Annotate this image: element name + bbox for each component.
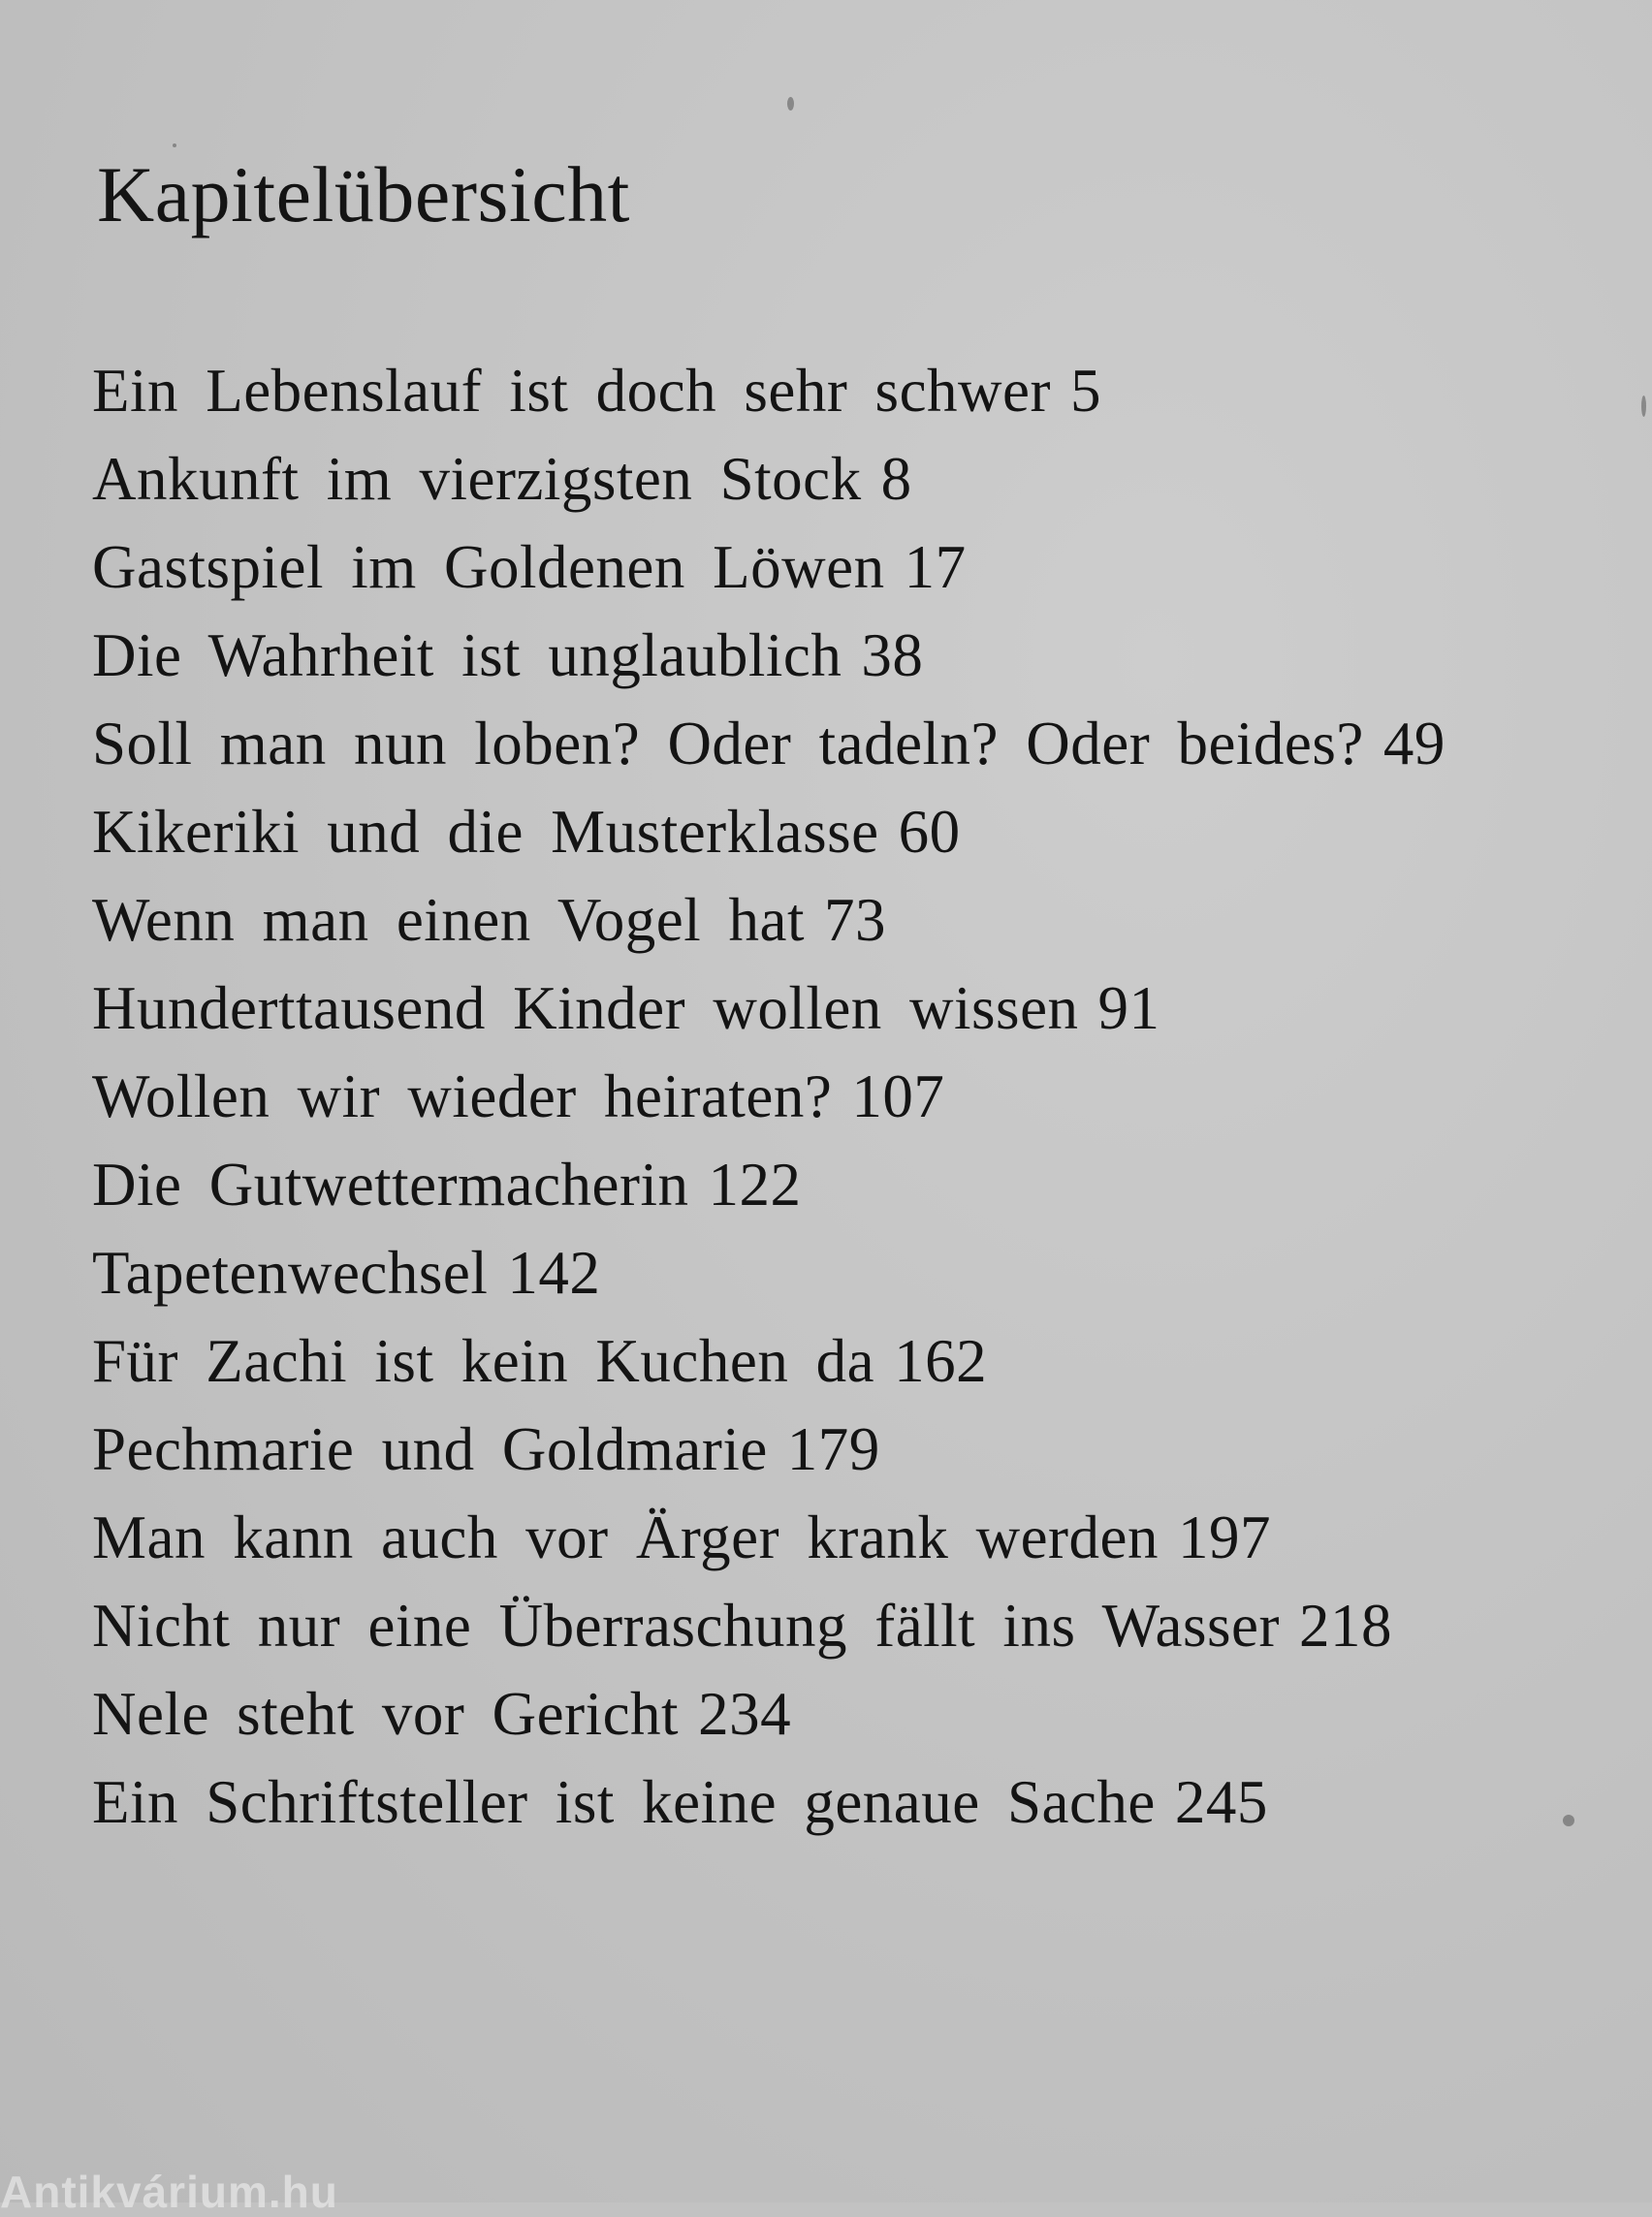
chapter-title: Nicht nur eine Überraschung fällt ins Wasser (92, 1592, 1280, 1660)
toc-entry (92, 1494, 1446, 1582)
chapter-page-number: 122 (708, 1151, 802, 1219)
chapter-title: Tapetenwechsel (92, 1239, 489, 1307)
toc-entry (92, 523, 1446, 612)
chapter-title: Die Wahrheit ist unglaublich (92, 621, 842, 689)
chapter-page-number: 162 (894, 1327, 988, 1395)
table-of-contents (92, 347, 1446, 1847)
chapter-title: Soll man nun loben? Oder tadeln? Oder beides? (92, 710, 1364, 777)
toc-entry (92, 1053, 1446, 1141)
chapter-page-number: 234 (698, 1680, 792, 1748)
chapter-page-number: 107 (851, 1062, 945, 1130)
paper-speck (1563, 1815, 1574, 1826)
toc-entry (92, 788, 1446, 876)
chapter-title: Ankunft im vierzigsten Stock (92, 445, 862, 513)
paper-speck (173, 143, 176, 147)
toc-entry (92, 1582, 1446, 1670)
chapter-title: Wenn man einen Vogel hat (92, 886, 805, 954)
chapter-page-number: 38 (861, 621, 924, 689)
chapter-page-number: 197 (1177, 1504, 1271, 1571)
chapter-page-number: 218 (1298, 1592, 1392, 1660)
chapter-page-number: 49 (1382, 710, 1446, 777)
toc-entry (92, 876, 1446, 965)
chapter-title: Wollen wir wieder heiraten? (92, 1062, 833, 1130)
chapter-page-number: 179 (786, 1415, 880, 1483)
chapter-title: Für Zachi ist kein Kuchen da (92, 1327, 875, 1395)
toc-entry (92, 435, 1446, 523)
toc-entry (92, 1758, 1446, 1847)
watermark: Antikvárium.hu (0, 2167, 338, 2217)
toc-entry (92, 612, 1446, 700)
chapter-page-number: 60 (898, 798, 961, 866)
chapter-page-number: 245 (1174, 1768, 1268, 1836)
chapter-page-number: 142 (507, 1239, 601, 1307)
toc-entry (92, 1670, 1446, 1758)
chapter-page-number: 73 (823, 886, 886, 954)
chapter-title: Ein Schriftsteller ist keine genaue Sache (92, 1768, 1156, 1836)
chapter-title: Hunderttausend Kinder wollen wissen (92, 974, 1079, 1042)
chapter-title: Ein Lebenslauf ist doch sehr schwer (92, 357, 1051, 425)
chapter-title: Gastspiel im Goldenen Löwen (92, 533, 885, 601)
chapter-title: Pechmarie und Goldmarie (92, 1415, 768, 1483)
toc-entry (92, 700, 1446, 788)
paper-speck (1641, 396, 1646, 417)
chapter-title: Die Gutwettermacherin (92, 1151, 689, 1219)
paper-speck (787, 97, 794, 111)
chapter-title: Nele steht vor Gericht (92, 1680, 680, 1748)
toc-entry (92, 1141, 1446, 1229)
chapter-page-number: 8 (880, 445, 912, 513)
chapter-page-number: 17 (904, 533, 967, 601)
page-title: Kapitelübersicht (97, 150, 630, 238)
chapter-title: Kikeriki und die Musterklasse (92, 798, 879, 866)
chapter-page-number: 5 (1069, 357, 1101, 425)
toc-entry (92, 965, 1446, 1053)
toc-entry (92, 347, 1446, 435)
chapter-title: Man kann auch vor Ärger krank werden (92, 1504, 1159, 1571)
toc-entry (92, 1406, 1446, 1494)
toc-entry (92, 1317, 1446, 1406)
chapter-page-number: 91 (1097, 974, 1160, 1042)
toc-entry (92, 1229, 1446, 1317)
